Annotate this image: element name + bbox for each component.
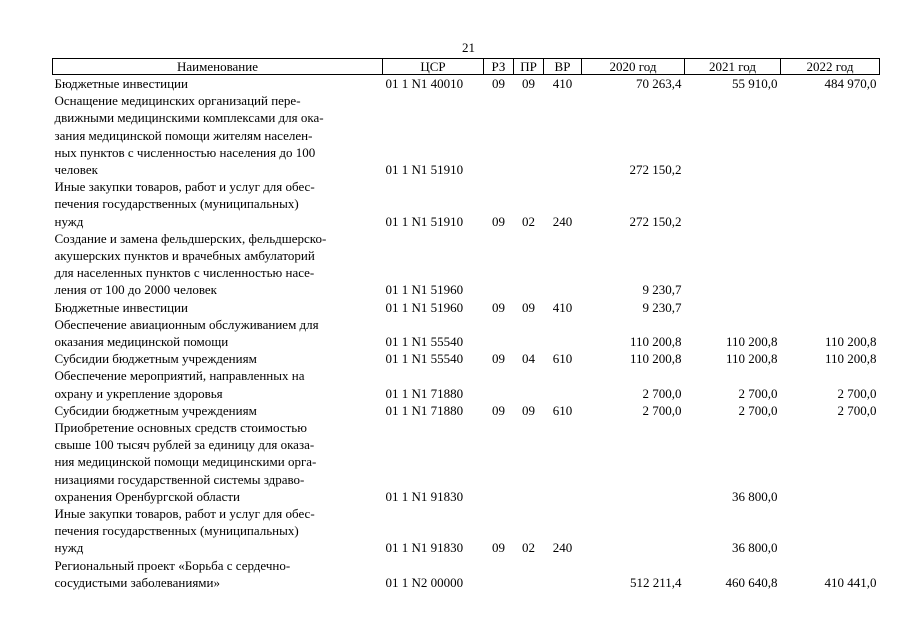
row-csr: 01 1 N1 55540 (385, 351, 464, 367)
table-row (53, 230, 880, 299)
row-name-line: Обеспечение авиационным обслуживанием для (54, 316, 319, 332)
table-row (53, 178, 880, 230)
row-pr (514, 92, 544, 178)
row-name-line: зания медицинской помощи жителям населен- (54, 127, 313, 143)
row-name-line: Обеспечение мероприятий, направленных на (54, 368, 305, 384)
row-vr: 240 (552, 540, 573, 556)
row-value-2020: 2 700,0 (642, 402, 682, 418)
row-value-2020 (582, 505, 685, 557)
row-name (53, 402, 383, 419)
row-pr: 09 (522, 299, 535, 315)
row-name-line: печения государственных (муниципальных) (54, 523, 299, 539)
row-rz: 09 (492, 76, 505, 91)
row-csr: 01 1 N1 40010 (385, 76, 464, 91)
row-name-line: нужд (54, 540, 84, 556)
row-pr: 02 (522, 540, 535, 556)
table-row (53, 299, 880, 316)
header-2020: 2020 год (582, 59, 685, 75)
row-value-2020: 110 200,8 (629, 351, 682, 367)
row-vr: 610 (552, 402, 573, 418)
row-rz: 09 (492, 213, 505, 229)
row-csr: 01 1 N1 91830 (385, 540, 464, 556)
row-name-line: сосудистыми заболеваниями» (54, 574, 220, 590)
row-value-2020: 272 150,2 (629, 213, 682, 229)
row-csr: 01 1 N1 71880 (385, 385, 464, 401)
row-name-line: человек (54, 162, 98, 178)
row-csr: 01 1 N1 91830 (385, 488, 464, 504)
row-name-line: Субсидии бюджетным учреждениям (54, 351, 257, 367)
row-csr: 01 1 N1 51910 (385, 213, 464, 229)
row-value-2021: 55 910,0 (732, 76, 778, 91)
row-name (53, 92, 383, 178)
row-name (53, 299, 383, 316)
row-name-line: печения государственных (муниципальных) (54, 196, 299, 212)
row-name-line: Иные закупки товаров, работ и услуг для обес- (54, 506, 315, 522)
row-name-line: Субсидии бюджетным учреждениям (54, 402, 257, 418)
row-value-2022 (781, 299, 880, 316)
row-vr: 240 (552, 213, 573, 229)
row-pr (514, 419, 544, 505)
row-value-2020: 2 700,0 (642, 385, 682, 401)
row-value-2022 (781, 419, 880, 505)
row-vr (544, 367, 582, 401)
table-row (53, 402, 880, 419)
row-name-line: свыше 100 тысяч рублей за единицу для оказа- (54, 437, 315, 453)
row-vr (544, 316, 582, 350)
row-name-line: Создание и замена фельдшерских, фельдшерско- (54, 230, 327, 246)
row-vr: 410 (552, 76, 573, 91)
row-value-2020: 110 200,8 (629, 334, 682, 350)
row-value-2021: 460 640,8 (725, 574, 778, 590)
row-csr: 01 1 N1 51960 (385, 282, 464, 298)
row-rz: 09 (492, 540, 505, 556)
row-vr: 610 (552, 351, 573, 367)
row-rz: 09 (492, 402, 505, 418)
table-body (53, 75, 880, 592)
row-rz: 09 (492, 299, 505, 315)
table-row (53, 316, 880, 350)
row-pr: 04 (522, 351, 535, 367)
row-vr (544, 419, 582, 505)
row-vr (544, 230, 582, 299)
header-vr: ВР (544, 59, 582, 75)
row-name-line: для населенных пунктов с численностью насе- (54, 265, 315, 281)
row-pr (514, 367, 544, 401)
header-2021: 2021 год (685, 59, 781, 75)
row-pr: 02 (522, 213, 535, 229)
row-vr (544, 557, 582, 591)
row-value-2022: 410 441,0 (824, 574, 877, 590)
row-name-line: движными медицинскими комплексами для ока- (54, 110, 324, 126)
table-row (53, 557, 880, 591)
row-csr: 01 1 N1 71880 (385, 402, 464, 418)
row-value-2021: 36 800,0 (732, 540, 778, 556)
row-name (53, 178, 383, 230)
row-name-line: низациями государственной системы здраво- (54, 471, 305, 487)
table-row (53, 92, 880, 178)
page-number: 21 (462, 40, 475, 55)
row-value-2020: 9 230,7 (642, 299, 682, 315)
table-header (53, 59, 880, 75)
row-pr (514, 316, 544, 350)
row-name (53, 557, 383, 591)
row-value-2022: 110 200,8 (824, 351, 877, 367)
row-name-line: Иные закупки товаров, работ и услуг для обес- (54, 179, 315, 195)
table-row (53, 505, 880, 557)
row-name (53, 419, 383, 505)
row-rz (484, 316, 514, 350)
row-value-2020: 272 150,2 (629, 162, 682, 178)
row-name (53, 75, 383, 93)
row-vr: 410 (552, 299, 573, 315)
row-csr: 01 1 N2 00000 (385, 574, 464, 590)
row-rz (484, 367, 514, 401)
row-name-line: оказания медицинской помощи (54, 334, 229, 350)
header-pr: ПР (514, 59, 544, 75)
row-pr (514, 230, 544, 299)
row-rz: 09 (492, 351, 505, 367)
row-vr (544, 92, 582, 178)
row-value-2021 (685, 92, 781, 178)
row-csr: 01 1 N1 51960 (385, 299, 464, 315)
row-pr: 09 (522, 402, 535, 418)
row-name-line: охранения Оренбургской области (54, 488, 240, 504)
row-name-line: нужд (54, 213, 84, 229)
header-2022: 2022 год (781, 59, 880, 75)
row-value-2021 (685, 299, 781, 316)
row-value-2022: 2 700,0 (837, 402, 877, 418)
header-rz: РЗ (484, 59, 514, 75)
header-csr: ЦСР (383, 59, 484, 75)
row-value-2022 (781, 505, 880, 557)
row-value-2022 (781, 230, 880, 299)
row-name-line: ных пунктов с численностью населения до 100 (54, 144, 316, 160)
row-value-2022 (781, 92, 880, 178)
row-value-2022: 484 970,0 (824, 76, 877, 91)
row-name-line: Бюджетные инвестиции (54, 76, 188, 91)
row-value-2022: 110 200,8 (824, 334, 877, 350)
row-name (53, 505, 383, 557)
row-name-line: охрану и укрепление здоровья (54, 385, 223, 401)
row-name-line: акушерских пунктов и врачебных амбулаторий (54, 248, 315, 264)
row-pr: 09 (522, 76, 535, 91)
budget-table (52, 58, 880, 591)
row-name-line: Бюджетные инвестиции (54, 299, 188, 315)
row-csr: 01 1 N1 55540 (385, 334, 464, 350)
row-value-2021 (685, 178, 781, 230)
row-value-2022 (781, 178, 880, 230)
row-value-2021: 110 200,8 (725, 351, 778, 367)
row-value-2020: 70 263,4 (636, 76, 682, 91)
row-value-2021: 2 700,0 (738, 385, 778, 401)
row-name-line: ления от 100 до 2000 человек (54, 282, 217, 298)
row-name-line: Приобретение основных средств стоимостью (54, 420, 307, 436)
row-rz (484, 557, 514, 591)
table-row (53, 350, 880, 367)
row-name-line: ния медицинской помощи медицинскими орга- (54, 454, 317, 470)
row-value-2022: 2 700,0 (837, 385, 877, 401)
table-row (53, 367, 880, 401)
row-csr: 01 1 N1 51910 (385, 162, 464, 178)
row-name (53, 367, 383, 401)
row-value-2021: 36 800,0 (732, 488, 778, 504)
row-name (53, 230, 383, 299)
row-value-2021: 110 200,8 (725, 334, 778, 350)
row-value-2020: 9 230,7 (642, 282, 682, 298)
row-name-line: Региональный проект «Борьба с сердечно- (54, 557, 291, 573)
row-rz (484, 419, 514, 505)
table-row (53, 75, 880, 93)
row-value-2020 (582, 419, 685, 505)
row-value-2021 (685, 230, 781, 299)
row-rz (484, 92, 514, 178)
row-value-2021: 2 700,0 (738, 402, 778, 418)
row-name-line: Оснащение медицинских организаций пере- (54, 93, 301, 109)
row-name (53, 350, 383, 367)
row-name (53, 316, 383, 350)
row-rz (484, 230, 514, 299)
row-value-2020: 512 211,4 (629, 574, 682, 590)
row-pr (514, 557, 544, 591)
header-name: Наименование (53, 59, 383, 75)
table-row (53, 419, 880, 505)
